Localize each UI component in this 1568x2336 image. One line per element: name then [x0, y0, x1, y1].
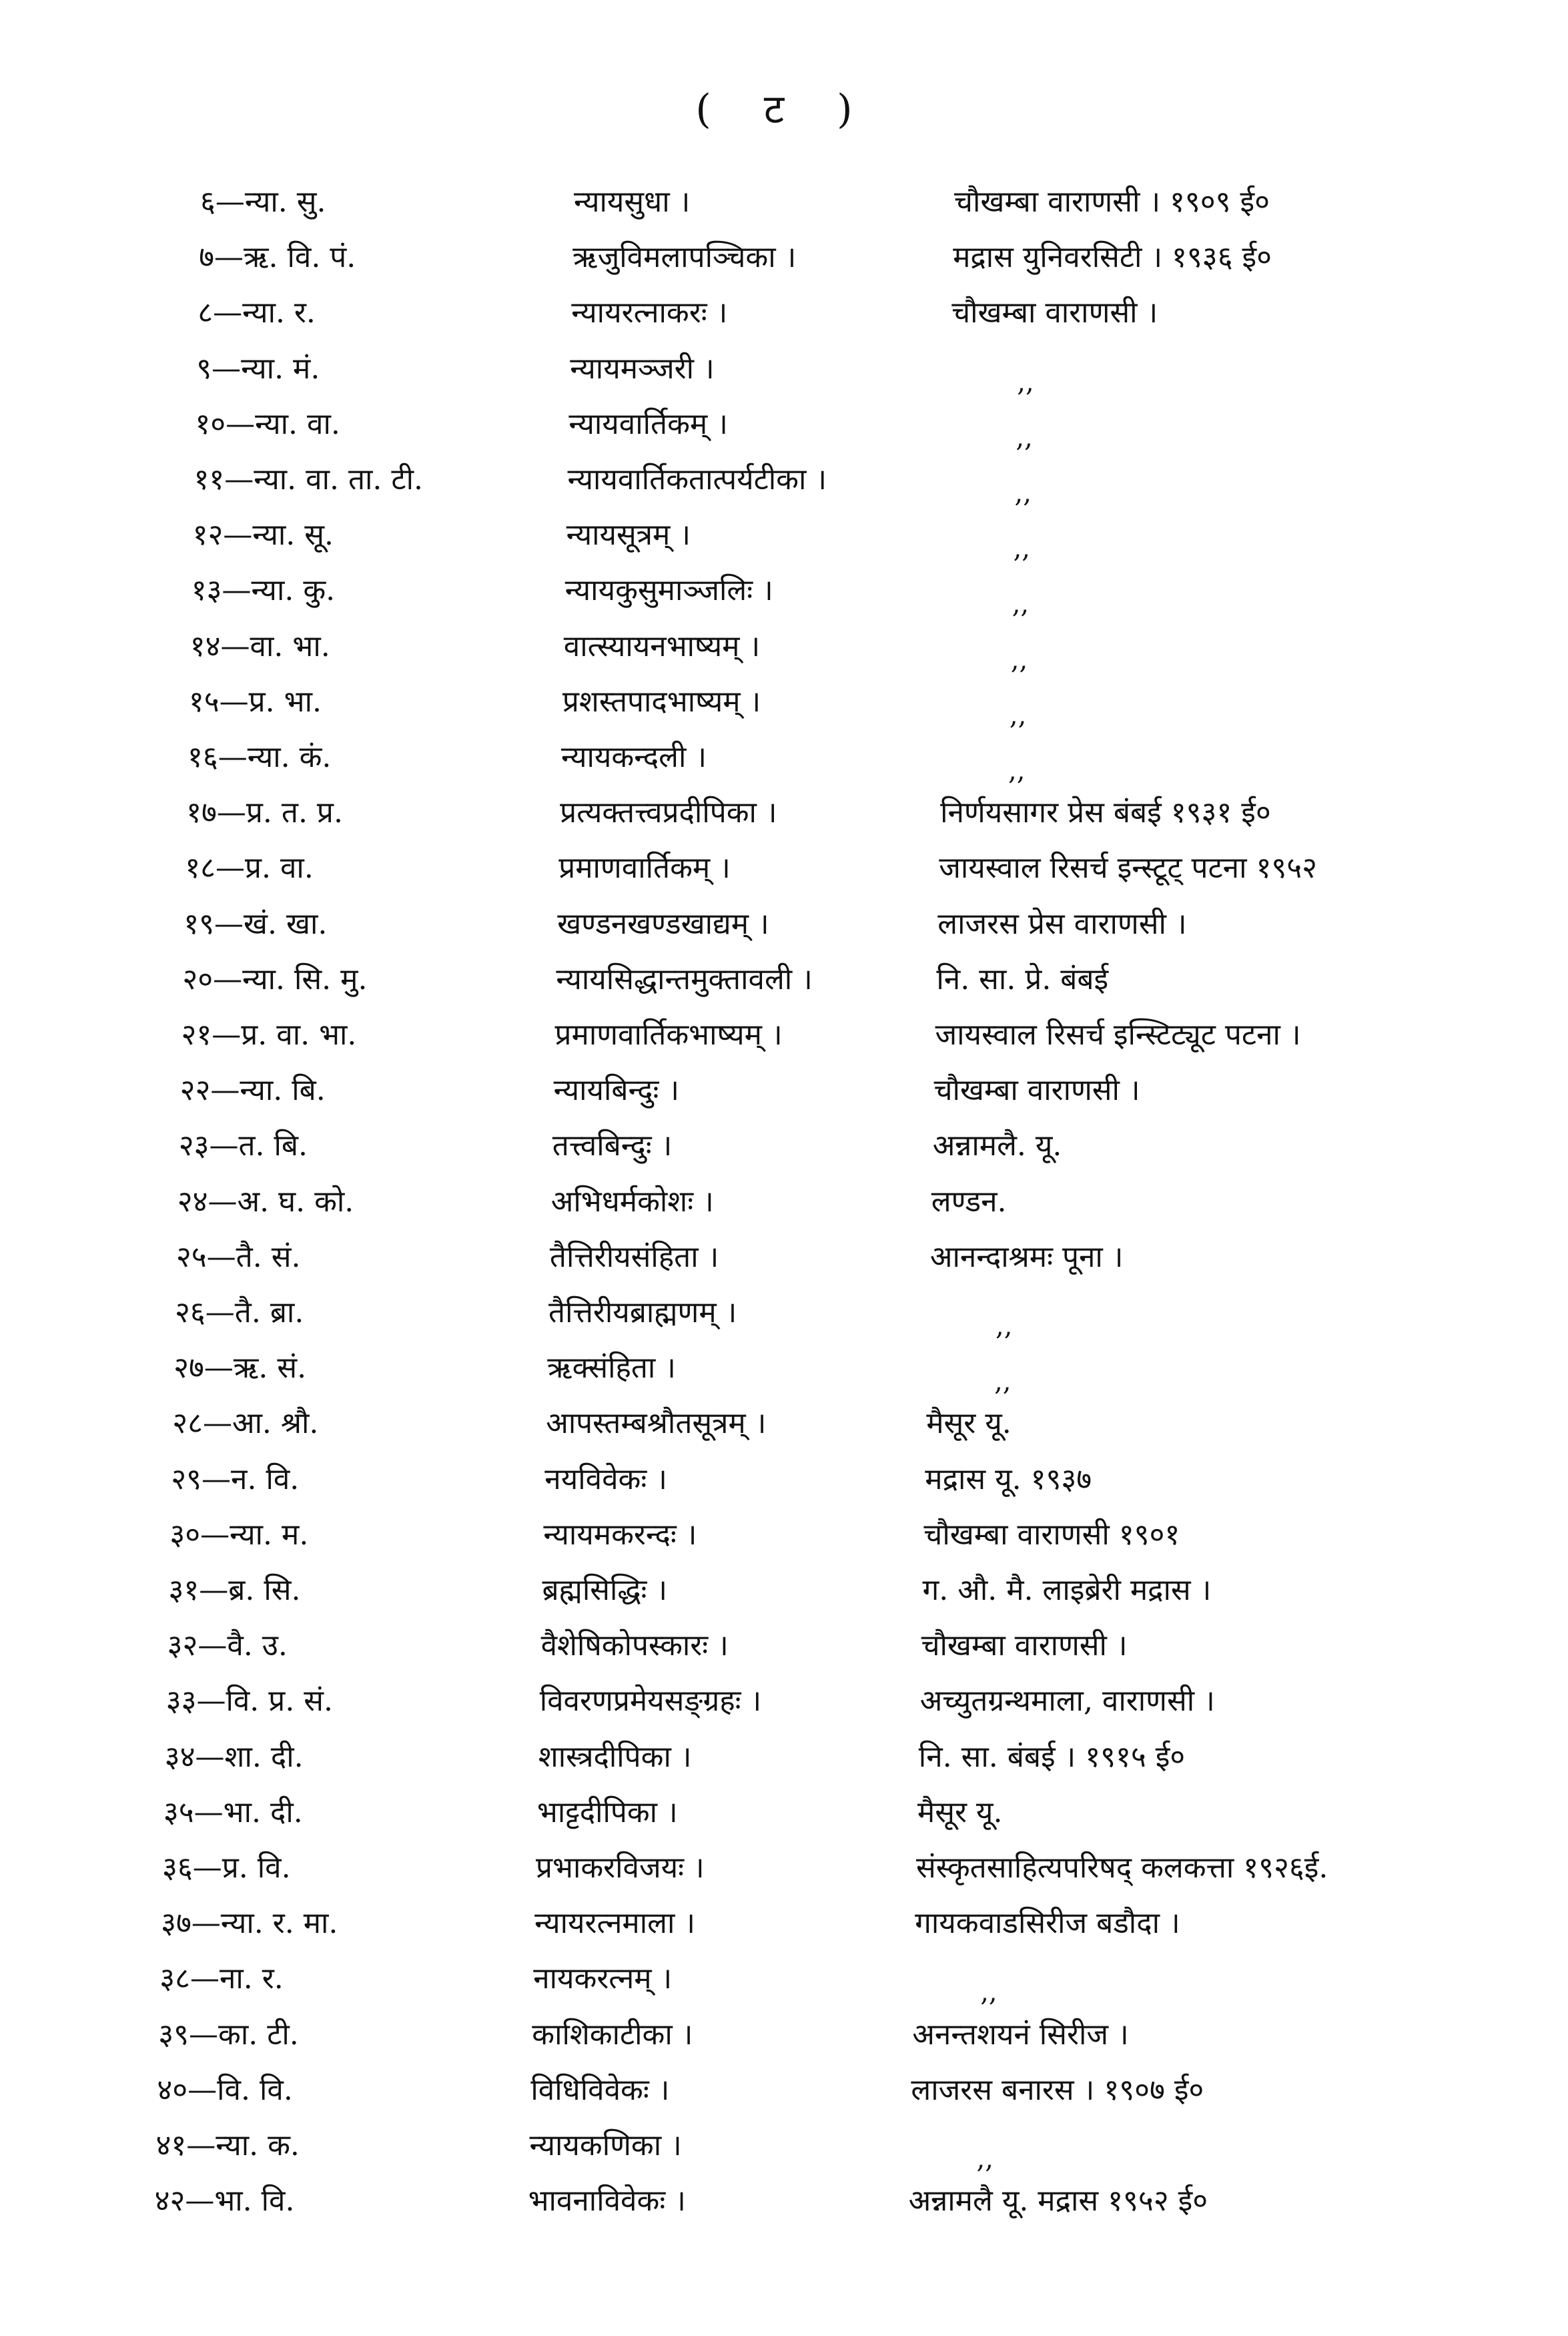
publisher: ग. औ. मै. लाइब्रेरी मद्रास ।: [922, 1573, 1212, 1607]
work-title: तत्त्वबिन्दुः ।: [552, 1129, 673, 1163]
abbreviation: २३—त. बि.: [178, 1129, 308, 1163]
work-title: शास्त्रदीपिका ।: [538, 1739, 692, 1774]
abbreviation: १७—प्र. त. प्र.: [186, 796, 343, 830]
work-title: ऋक्संहिता ।: [547, 1351, 676, 1386]
work-title: न्यायसुधा ।: [574, 185, 691, 219]
abbreviation: २५—तै. सं.: [175, 1239, 301, 1274]
work-title: आपस्तम्बश्रौतसूत्रम् ।: [546, 1406, 767, 1441]
publisher: जायस्वाल रिसर्च इन्स्टूट् पटना १९५२: [939, 851, 1317, 886]
work-title: ऋजुविमलापञ्चिका ।: [572, 240, 797, 275]
publisher: मद्रास युनिवरसिटी । १९३६ ई०: [953, 240, 1272, 275]
publisher: गायकवाडसिरीज बडौदा ।: [915, 1906, 1180, 1941]
work-title: तैत्तिरीयसंहिता ।: [549, 1239, 719, 1274]
work-title: प्रत्यक्तत्त्वप्रदीपिका ।: [560, 796, 777, 830]
page-number-heading: ( ट ): [695, 86, 873, 133]
abbreviation: १०—न्या. वा.: [195, 406, 340, 441]
publisher: चौखम्बा वाराणसी । १९०९ ई०: [954, 185, 1270, 219]
work-title: न्यायसिद्धान्तमुक्तावली ।: [556, 962, 813, 996]
ditto-mark: ,,: [1016, 422, 1033, 453]
work-title: काशिकाटीका ।: [532, 2017, 693, 2052]
publisher: मद्रास यू. १९३७: [925, 1462, 1092, 1496]
publisher: अन्नामलै. यू.: [932, 1129, 1062, 1163]
work-title: प्रमाणवार्तिकम् ।: [558, 851, 731, 886]
ditto-mark: ,,: [1017, 366, 1034, 398]
ditto-mark: ,,: [1013, 533, 1031, 565]
ditto-mark: ,,: [976, 2144, 994, 2174]
abbreviation: ४२—भा. वि.: [154, 2184, 295, 2219]
work-title: नयविवेकः ।: [544, 1462, 667, 1496]
work-title: तैत्तिरीयब्राह्मणम् ।: [548, 1295, 737, 1330]
abbreviation: ४०—वि. वि.: [157, 2072, 293, 2107]
work-title: न्यायरत्नमाला ।: [534, 1906, 696, 1941]
work-title: न्यायमञ्जरी ।: [570, 351, 715, 386]
work-title: न्यायरत्नाकरः ।: [571, 296, 728, 330]
work-title: खण्डनखण्डखाद्यम् ।: [557, 906, 769, 941]
publisher: चौखम्बा वाराणसी ।: [921, 1629, 1128, 1663]
abbreviation: २२—न्या. बि.: [179, 1073, 326, 1108]
work-title: ब्रह्मसिद्धिः ।: [542, 1573, 668, 1607]
work-title: न्यायवार्तिकम् ।: [568, 406, 728, 441]
work-title: भावनाविवेकः ।: [528, 2184, 686, 2219]
work-title: न्यायवार्तिकतात्पर्यटीका ।: [567, 463, 827, 497]
ditto-mark: ,,: [980, 1977, 998, 2008]
publisher: जायस्वाल रिसर्च इन्स्टिट्यूट पटना ।: [935, 1018, 1301, 1052]
publisher: लण्डन.: [931, 1184, 1007, 1219]
abbreviation: ११—न्या. वा. ता. टी.: [193, 463, 423, 497]
work-title: प्रभाकरविजयः ।: [536, 1851, 705, 1885]
abbreviation: ३१—ब्र. सि.: [168, 1573, 301, 1607]
work-title: विवरणप्रमेयसङ्ग्रहः ।: [539, 1684, 762, 1719]
publisher: चौखम्बा वाराणसी ।: [933, 1073, 1140, 1108]
publisher: निर्णयसागर प्रेस बंबई १९३१ ई०: [940, 796, 1271, 830]
abbreviation: ३३—वि. प्र. सं.: [165, 1684, 334, 1719]
work-title: वात्स्यायनभाष्यम् ।: [563, 629, 761, 663]
publisher: चौखम्बा वाराणसी १९०१: [923, 1517, 1180, 1552]
ditto-mark: ,,: [1008, 756, 1026, 786]
publisher: नि. सा. प्रे. बंबई: [936, 962, 1109, 996]
abbreviation: १३—न्या. कु.: [191, 573, 336, 608]
abbreviation: ३०—न्या. म.: [169, 1517, 309, 1552]
abbreviation: २८—आ. श्रौ.: [172, 1406, 319, 1441]
abbreviation: २९—न. वि.: [171, 1462, 300, 1496]
abbreviation: २४—अ. घ. को.: [177, 1184, 354, 1219]
work-title: वैशेषिकोपस्कारः ।: [540, 1629, 729, 1663]
publisher: अनन्तशयनं सिरीज ।: [912, 2017, 1129, 2052]
abbreviation: ९—न्या. मं.: [196, 351, 320, 386]
work-title: विधिविवेकः ।: [530, 2072, 670, 2107]
work-title: भाट्टदीपिका ।: [536, 1795, 678, 1829]
abbreviation: ४१—न्या. क.: [155, 2128, 300, 2162]
work-title: न्यायसूत्रम् ।: [566, 518, 691, 553]
work-title: प्रशस्तपादभाष्यम् ।: [562, 684, 761, 719]
publisher: चौखम्बा वाराणसी ।: [951, 296, 1158, 330]
publisher: लाजरस बनारस । १९०७ ई०: [911, 2072, 1204, 2107]
work-title: न्यायकणिका ।: [529, 2128, 682, 2162]
abbreviation: १८—प्र. वा.: [185, 851, 314, 886]
work-title: न्यायकन्दली ।: [561, 740, 707, 774]
abbreviation: १५—प्र. भा.: [188, 684, 322, 719]
abbreviation: ३२—वै. उ.: [167, 1629, 288, 1663]
ditto-mark: ,,: [994, 1366, 1012, 1398]
abbreviation: ३८—ना. र.: [159, 1962, 284, 1996]
ditto-mark: ,,: [1012, 589, 1030, 620]
publisher: मैसूर यू.: [917, 1795, 1003, 1829]
publisher: नि. सा. बंबई । १९१५ ई०: [918, 1739, 1186, 1774]
abbreviation: २७—ऋ. सं.: [173, 1351, 307, 1386]
abbreviation: २६—तै. ब्रा.: [175, 1295, 304, 1330]
ditto-mark: ,,: [1010, 644, 1028, 675]
abbreviation: २०—न्या. सि. मु.: [182, 962, 368, 996]
work-title: प्रमाणवार्तिकभाष्यम् ।: [554, 1018, 783, 1052]
work-title: न्यायबिन्दुः ।: [553, 1073, 680, 1108]
abbreviation: ८—न्या. र.: [198, 296, 316, 330]
abbreviation: १२—न्या. सू.: [192, 518, 334, 553]
publisher: मैसूर यू.: [926, 1406, 1012, 1441]
abbreviation: २१—प्र. वा. भा.: [181, 1018, 357, 1052]
publisher: लाजरस प्रेस वाराणसी ।: [937, 906, 1187, 941]
publisher: अच्युतग्रन्थमाला, वाराणसी ।: [919, 1684, 1215, 1719]
publisher: आनन्दाश्रमः पूना ।: [929, 1239, 1124, 1274]
abbreviation: ६—न्या. सु.: [200, 185, 326, 219]
ditto-mark: ,,: [1014, 478, 1032, 509]
abbreviation: ३४—शा. दी.: [164, 1739, 304, 1774]
work-title: न्यायमकरन्दः ।: [543, 1517, 697, 1552]
work-title: न्यायकुसुमाञ्जलिः ।: [564, 573, 773, 608]
abbreviation: ३६—प्र. वि.: [162, 1851, 291, 1885]
abbreviation: ३७—न्या. र. मा.: [161, 1906, 338, 1941]
ditto-mark: ,,: [996, 1311, 1013, 1342]
abbreviation: १९—खं. खा.: [183, 906, 328, 941]
publisher: संस्कृतसाहित्यपरिषद् कलकत्ता १९२६ई.: [916, 1851, 1328, 1885]
work-title: अभिधर्मकोशः ।: [550, 1184, 714, 1219]
ditto-mark: ,,: [1009, 699, 1027, 731]
work-title: नायकरत्नम् ।: [533, 1962, 673, 1996]
abbreviation: ७—ऋ. वि. पं.: [199, 240, 356, 275]
abbreviation: ३९—का. टी.: [158, 2017, 299, 2052]
publisher: अन्नामलै यू. मद्रास १९५२ ई०: [908, 2184, 1208, 2219]
abbreviation: ३५—भा. दी.: [163, 1795, 303, 1829]
abbreviation: १६—न्या. कं.: [187, 740, 332, 774]
abbreviation: १४—वा. भा.: [189, 629, 330, 663]
